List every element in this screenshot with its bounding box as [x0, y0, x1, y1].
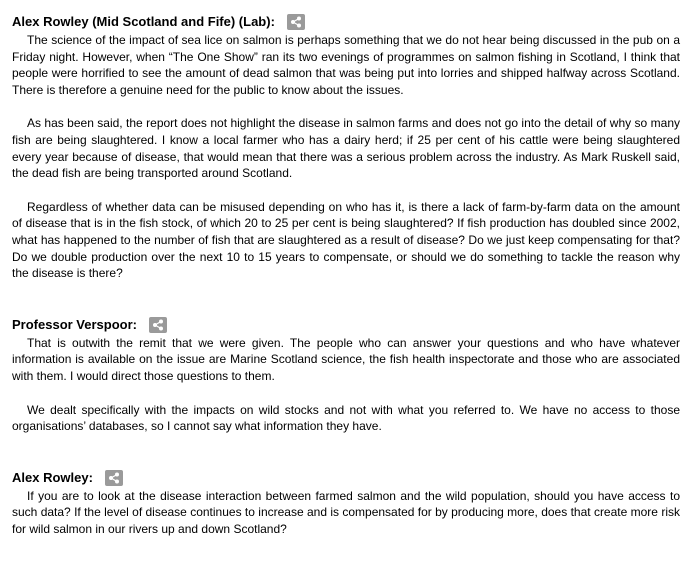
transcript [12, 12, 680, 537]
speaker-name: Alex Rowley (Mid Scotland and Fife) (Lab): [12, 14, 275, 29]
speech-paragraph: If you are to look at the disease interaction between farmed salmon and the wild population, should you have access to such data? If the level of disease continues to increase and is compensated for by producing more, does that create more risk for wild salmon in our rivers up and down Scotland? [12, 488, 680, 536]
share-icon[interactable] [287, 14, 305, 30]
share-icon[interactable] [149, 317, 167, 333]
speaker-name: Professor Verspoor: [12, 316, 137, 332]
speaker-block-3 [12, 468, 680, 538]
speech-paragraph: As has been said, the report does not highlight the disease in salmon farms and does not go into the detail of why so many fish are being slaughtered. I know a local farmer who has a dairy herd; if 25 per cent of his cattle were being slaughtered every year because of disease, that would mean that there was a serious problem across the industry. As Mark Ruskell said, the dead fish are being transported around Scotland. [12, 116, 680, 181]
speaker-block-2 [12, 315, 680, 435]
speech-paragraph: That is outwith the remit that we were given. The people who can answer your questions and who have whatever information is available on the issue are Marine Scotland science, the fish health inspectorate and those who are associated with them. I would direct those questions to them. [12, 335, 680, 383]
share-icon[interactable] [105, 470, 123, 486]
speech-paragraph: The science of the impact of sea lice on salmon is perhaps something that we do not hear being discussed in the pub on a Friday night. However, when “The One Show” ran its two evenings of programmes on salmon fishing in Scotland, I think that people were horrified to see the amount of dead salmon that was being put into lorries and shipped halfway across Scotland. There is therefore a genuine need for the public to know about the issues. [12, 33, 680, 97]
speaker-block-1 [12, 12, 680, 282]
speaker-name: Alex Rowley: [12, 469, 93, 485]
speech-paragraph: Regardless of whether data can be misused depending on who has it, is there a lack of farm-by-farm data on the amount of disease that is in the fish stock, of which 20 to 25 per cent is being slaughtered? If fish production has doubled since 2002, what has happened to the number of fish that are slaughtered as a result of disease? Do we just keep compensating for that? Do we double production over the next 10 to 15 years to compensate, or should we do something to tackle the reason why the disease is there? [12, 199, 680, 281]
speech-paragraph: We dealt specifically with the impacts on wild stocks and not with what you referred to. We have no access to those organisations’ databases, so I cannot say what information they have. [12, 402, 680, 434]
